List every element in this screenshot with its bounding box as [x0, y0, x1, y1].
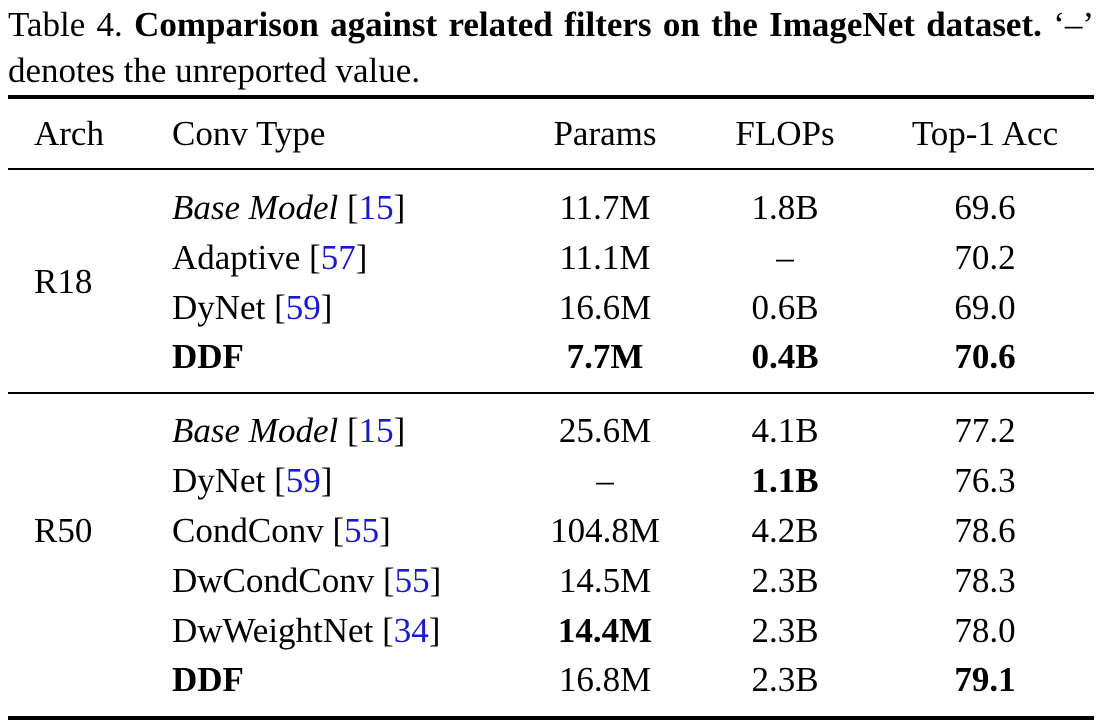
citation-link[interactable]: 59: [285, 461, 321, 500]
params-cell: 7.7M: [566, 337, 644, 376]
conv-name: DyNet: [172, 461, 266, 500]
conv-name: CondConv: [172, 511, 324, 550]
flops-cell: 1.1B: [751, 461, 819, 500]
flops-cell: 0.6B: [751, 288, 819, 327]
params-cell: 11.7M: [559, 188, 651, 227]
acc-cell: 70.6: [954, 337, 1016, 376]
flops-cell: 4.1B: [751, 411, 819, 450]
bottom-rule: [8, 716, 1094, 720]
citation-link[interactable]: 57: [320, 238, 356, 277]
params-cell: 25.6M: [558, 411, 652, 450]
header-top1-acc: Top-1 Acc: [911, 114, 1059, 153]
flops-cell: –: [776, 238, 794, 277]
acc-cell: 70.2: [954, 238, 1016, 277]
conv-name: DwCondConv: [172, 561, 375, 600]
header-params: Params: [553, 114, 657, 153]
table-caption: [8, 2, 1094, 94]
arch-label: R18: [34, 262, 93, 301]
citation-link[interactable]: 15: [358, 188, 394, 227]
conv-name: DDF: [172, 660, 244, 699]
conv-name: DDF: [172, 337, 244, 376]
conv-name: Base Model: [172, 411, 339, 450]
header-conv-type: Conv Type: [172, 114, 326, 153]
arch-label: R50: [34, 511, 93, 550]
top-rule: [8, 95, 1094, 99]
params-cell: 16.8M: [558, 660, 652, 699]
acc-cell: 78.3: [954, 561, 1016, 600]
flops-cell: 2.3B: [751, 660, 819, 699]
caption-title: Comparison against related filters on the ImageNet dataset.: [134, 5, 1042, 44]
flops-cell: 1.8B: [751, 188, 819, 227]
citation-link[interactable]: 59: [285, 288, 321, 327]
citation-link[interactable]: 55: [394, 561, 430, 600]
acc-cell: 79.1: [954, 660, 1016, 699]
params-cell: 14.5M: [558, 561, 652, 600]
caption-note: ‘–’ denotes the unreported value.: [8, 5, 1095, 90]
citation-link[interactable]: 15: [358, 411, 394, 450]
header-flops: FLOPs: [735, 114, 835, 153]
flops-cell: 0.4B: [751, 337, 819, 376]
conv-type-cell: DyNet [59]: [172, 288, 333, 327]
acc-cell: 77.2: [954, 411, 1016, 450]
conv-name: Adaptive: [172, 238, 301, 277]
caption-label: Table 4.: [8, 5, 123, 44]
conv-type-cell: DyNet [59]: [172, 461, 333, 500]
params-cell: 16.6M: [558, 288, 652, 327]
acc-cell: 78.0: [954, 611, 1016, 650]
acc-cell: 76.3: [954, 461, 1016, 500]
conv-name: DwWeightNet: [172, 611, 374, 650]
acc-cell: 78.6: [954, 511, 1016, 550]
acc-cell: 69.0: [954, 288, 1016, 327]
conv-type-cell: Adaptive [57]: [172, 238, 368, 277]
conv-type-cell: Base Model [15]: [172, 411, 406, 450]
conv-type-cell: DwWeightNet [34]: [172, 611, 441, 650]
params-cell: 104.8M: [550, 511, 660, 550]
flops-cell: 2.3B: [751, 561, 819, 600]
flops-cell: 2.3B: [751, 611, 819, 650]
acc-cell: 69.6: [954, 188, 1016, 227]
conv-name: Base Model: [172, 188, 339, 227]
params-cell: 14.4M: [557, 611, 653, 650]
group-rule: [8, 392, 1094, 394]
header-arch: Arch: [34, 114, 104, 153]
conv-type-cell: DwCondConv [55]: [172, 561, 442, 600]
conv-type-cell: CondConv [55]: [172, 511, 391, 550]
flops-cell: 4.2B: [751, 511, 819, 550]
citation-link[interactable]: 34: [393, 611, 429, 650]
citation-link[interactable]: 55: [344, 511, 380, 550]
params-cell: 11.1M: [559, 238, 651, 277]
conv-name: DyNet: [172, 288, 266, 327]
conv-type-cell: Base Model [15]: [172, 188, 406, 227]
params-cell: –: [596, 461, 614, 500]
header-rule: [8, 168, 1094, 170]
